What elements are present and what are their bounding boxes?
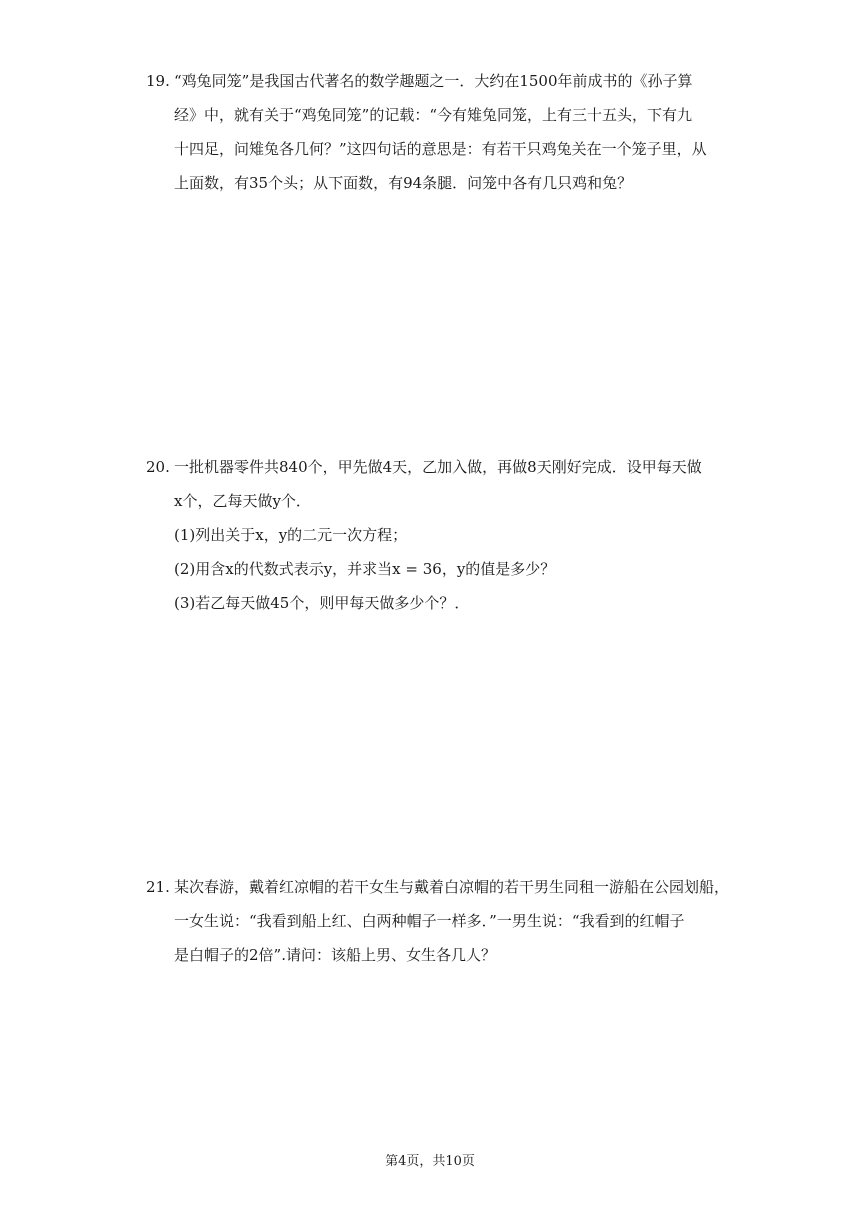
- page-footer: 第4页，共10页: [385, 1154, 475, 1169]
- sub-question-3: (3)若乙每天做45个，则甲每天做多少个？．: [174, 594, 470, 612]
- question-text-line: 是白帽子的2倍”.请问：该船上男、女生各几人？: [174, 946, 496, 964]
- question-19: [146, 64, 726, 200]
- question-text-line: 一批机器零件共840个，甲先做4天，乙加入做，再做8天刚好完成．设甲每天做: [174, 458, 702, 476]
- question-number: 20.: [146, 458, 170, 476]
- question-text-line: 某次春游，戴着红凉帽的若干女生与戴着白凉帽的若干男生同租一游船在公园划船，: [174, 878, 730, 896]
- question-text-line: 一女生说：“我看到船上红、白两种帽子一样多．”一男生说：“我看到的红帽子: [174, 912, 685, 930]
- question-text-line: 上面数，有35个头；从下面数，有94条腿．问笼中各有几只鸡和兔？: [174, 174, 633, 192]
- sub-question-1: (1)列出关于x，y的二元一次方程；: [174, 526, 408, 544]
- question-text-line: x个，乙每天做y个．: [174, 492, 311, 510]
- question-text-line: 十四足，问雉兔各几何？”这四句话的意思是：有若干只鸡兔关在一个笼子里，从: [174, 140, 707, 158]
- question-text-line: “鸡兔同笼”是我国古代著名的数学趣题之一．大约在1500年前成书的《孙子算: [174, 72, 693, 90]
- question-21: [146, 870, 730, 972]
- question-number: 21.: [146, 878, 170, 896]
- question-text-line: 经》中，就有关于“鸡兔同笼”的记载：“今有雉兔同笼，上有三十五头，下有九: [174, 106, 693, 124]
- sub-question-2: (2)用含x的代数式表示y，并求当x = 36，y的值是多少？: [174, 560, 556, 578]
- question-number: 19.: [146, 72, 170, 90]
- question-20: [146, 450, 726, 620]
